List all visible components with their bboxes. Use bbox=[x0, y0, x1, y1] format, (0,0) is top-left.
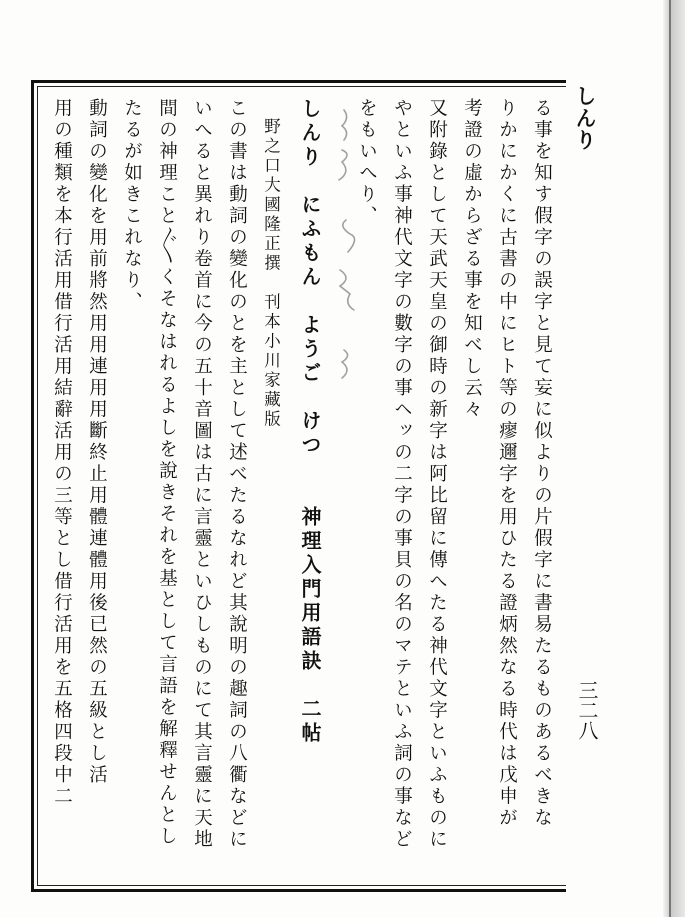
text-column-4: 又附錄として天武天皇の御時の新字は阿比留に傳へたる神代文字といふものに bbox=[426, 98, 448, 851]
text-column-10: たるが如きこれなり、 bbox=[121, 98, 143, 313]
text-column-9: 間の神理こと〴〵くそなはれるよしを說きそれを基として言語を解釋せんとし bbox=[156, 98, 178, 848]
text-column-1: る事を知す假字の誤字と見て妄に似よりの片假字に書易たるものあるべきな bbox=[531, 98, 553, 829]
entry-title: しんり にふもん ようご けつ 神理入門用語訣 二帖 bbox=[298, 98, 322, 746]
text-column-11: 動詞の變化を用前將然用用連用用斷終止用體連體用後已然の五級とし活 bbox=[86, 98, 108, 786]
text-column-2: りかにかくに古書の中にヒト等の瘳邇字を用ひたる證炳然なる時代は戊申が bbox=[496, 98, 518, 829]
running-headword: しんり bbox=[573, 85, 598, 151]
text-column-6: をもいへり、 bbox=[356, 98, 378, 227]
handwritten-pencil-marks bbox=[332, 100, 372, 400]
scan-fold-line bbox=[669, 0, 671, 917]
page-number: 三二八 bbox=[575, 680, 599, 740]
text-column-3: 考證の虛からざる事を知べし云々 bbox=[461, 98, 483, 421]
author-line: 野之口大國隆正撰 刊本小川家藏版 bbox=[261, 98, 281, 430]
scan-shadow-edge bbox=[663, 0, 685, 917]
text-column-7: この書は動詞の變化のとを主として述べたるなれど其說明の趣詞の八衢などに bbox=[226, 98, 248, 851]
text-column-8: いへると異れり卷首に今の五十音圖は古に言靈といひしものにて其言靈に天地 bbox=[191, 98, 213, 851]
text-column-12: 用の種類を本行活用借行活用結辭活用の三等とし借行活用を五格四段中二 bbox=[51, 98, 73, 808]
text-column-5: やといふ事神代文字の數字の事ヘッの二字の事貝の名のマテといふ詞の事など bbox=[391, 98, 413, 851]
